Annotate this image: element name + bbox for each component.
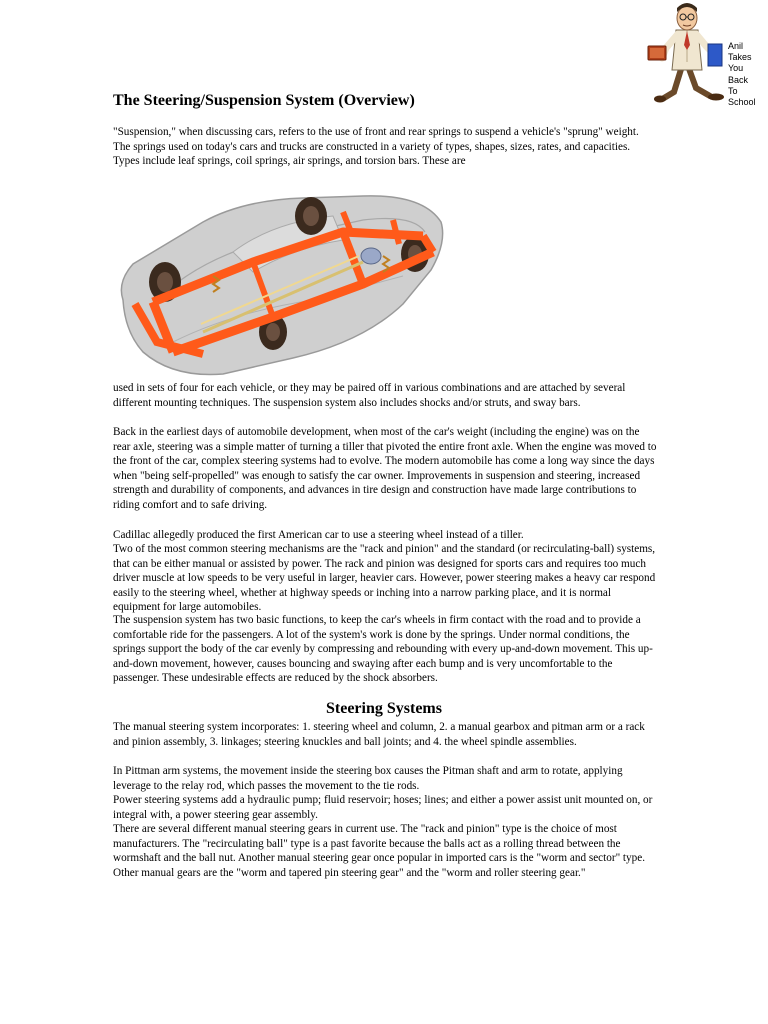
intro-paragraph: "Suspension," when discussing cars, refers to the use of front and rear springs to suspend a vehicle's "sprung" weight. The springs used on today's cars and trucks are constructed in a variety of types, shapes, sizes, rates, and capacities. Types include leaf springs, coil springs, air springs, and torsion bars. These are [113, 126, 639, 168]
section-heading: Steering Systems [326, 700, 442, 717]
mascot-illustration [644, 0, 728, 106]
body-paragraph: Two of the most common steering mechanisms are the "rack and pinion" and the standard (or recirculating-ball) systems, that can be either manual or assisted by power. The rack and pinion was designed for sports cars and requires too much driver muscle at low speeds to be very useful in larger, heavier cars. However, power steering makes a heavy car respond easily to the steering wheel, whether at highway speeds or inching into a narrow parking place, and it is normal equipment for large automobiles. [113, 543, 656, 614]
body-paragraph: Cadillac allegedly produced the first American car to use a steering wheel instead of a tiller. [113, 529, 524, 541]
section-paragraph: The manual steering system incorporates: 1. steering wheel and column, 2. a manual gearbox and pitman arm or a rack and pinion assembly, 3. linkages; steering knuckles and ball joints; and 4. the wheel spindle assemblies. [113, 721, 645, 748]
mascot-caption [728, 41, 768, 108]
section-paragraph: In Pittman arm systems, the movement inside the steering box causes the Pitman shaft and arm to rotate, applying leverage to the relay rod, which passes the movement to the tie rods. [113, 765, 623, 792]
mascot-caption-line: Takes [728, 52, 752, 63]
mascot-caption-line: School [728, 97, 756, 108]
section-paragraph: There are several different manual steering gears in current use. The "rack and pinion" type is the choice of most manufacturers. The "recirculating ball" type is a past favorite because the balls act as a rolling thread between the wormshaft and the ball nut. Another manual steering gear once popular in imported cars is the "worm and sector" type. Other manual gears are the "worm and tapered pin steering gear" and the "worm and roller steering gear." [113, 823, 645, 879]
mascot-caption-line: To [728, 85, 738, 96]
body-paragraph: The suspension system has two basic functions, to keep the car's wheels in firm contact with the road and to provide a comfortable ride for the passengers. A lot of the system's work is done by the springs. Under normal conditions, the springs support the body of the car evenly by compressing and rebounding with every up-and-down movement. This up-and-down movement, however, causes bouncing and swaying after each bump and is very uncomfortable to the passenger. These undesirable effects are reduced by the shock absorbers. [113, 614, 653, 685]
mascot-caption-line: You [728, 63, 744, 74]
page-title: The Steering/Suspension System (Overview) [113, 92, 415, 109]
mascot-caption-line: Anil [728, 41, 744, 51]
mascot-caption-line: Back [728, 74, 749, 85]
car-chassis-illustration [113, 192, 448, 377]
body-paragraph: used in sets of four for each vehicle, or they may be paired off in various combinations and are attached by several different mounting techniques. The suspension system also includes shocks and/or struts, and sway bars. [113, 382, 626, 409]
body-paragraph: Back in the earliest days of automobile development, when most of the car's weight (including the engine) was on the rear axle, steering was a simple matter of turning a tiller that pivoted the entire front axle. When the engine was moved to the front of the car, complex steering systems had to evolve. The modern automobile has come a long way since the days when "being self-propelled" was enough to satisfy the car owner. Improvements in suspension and steering, increased strength and durability of components, and advances in tire design and construction have made large contributions to riding comfort and to safe driving. [113, 426, 657, 511]
section-paragraph: Power steering systems add a hydraulic pump; fluid reservoir; hoses; lines; and either a power assist unit mounted on, or integral with, a power steering gear assembly. [113, 794, 653, 821]
